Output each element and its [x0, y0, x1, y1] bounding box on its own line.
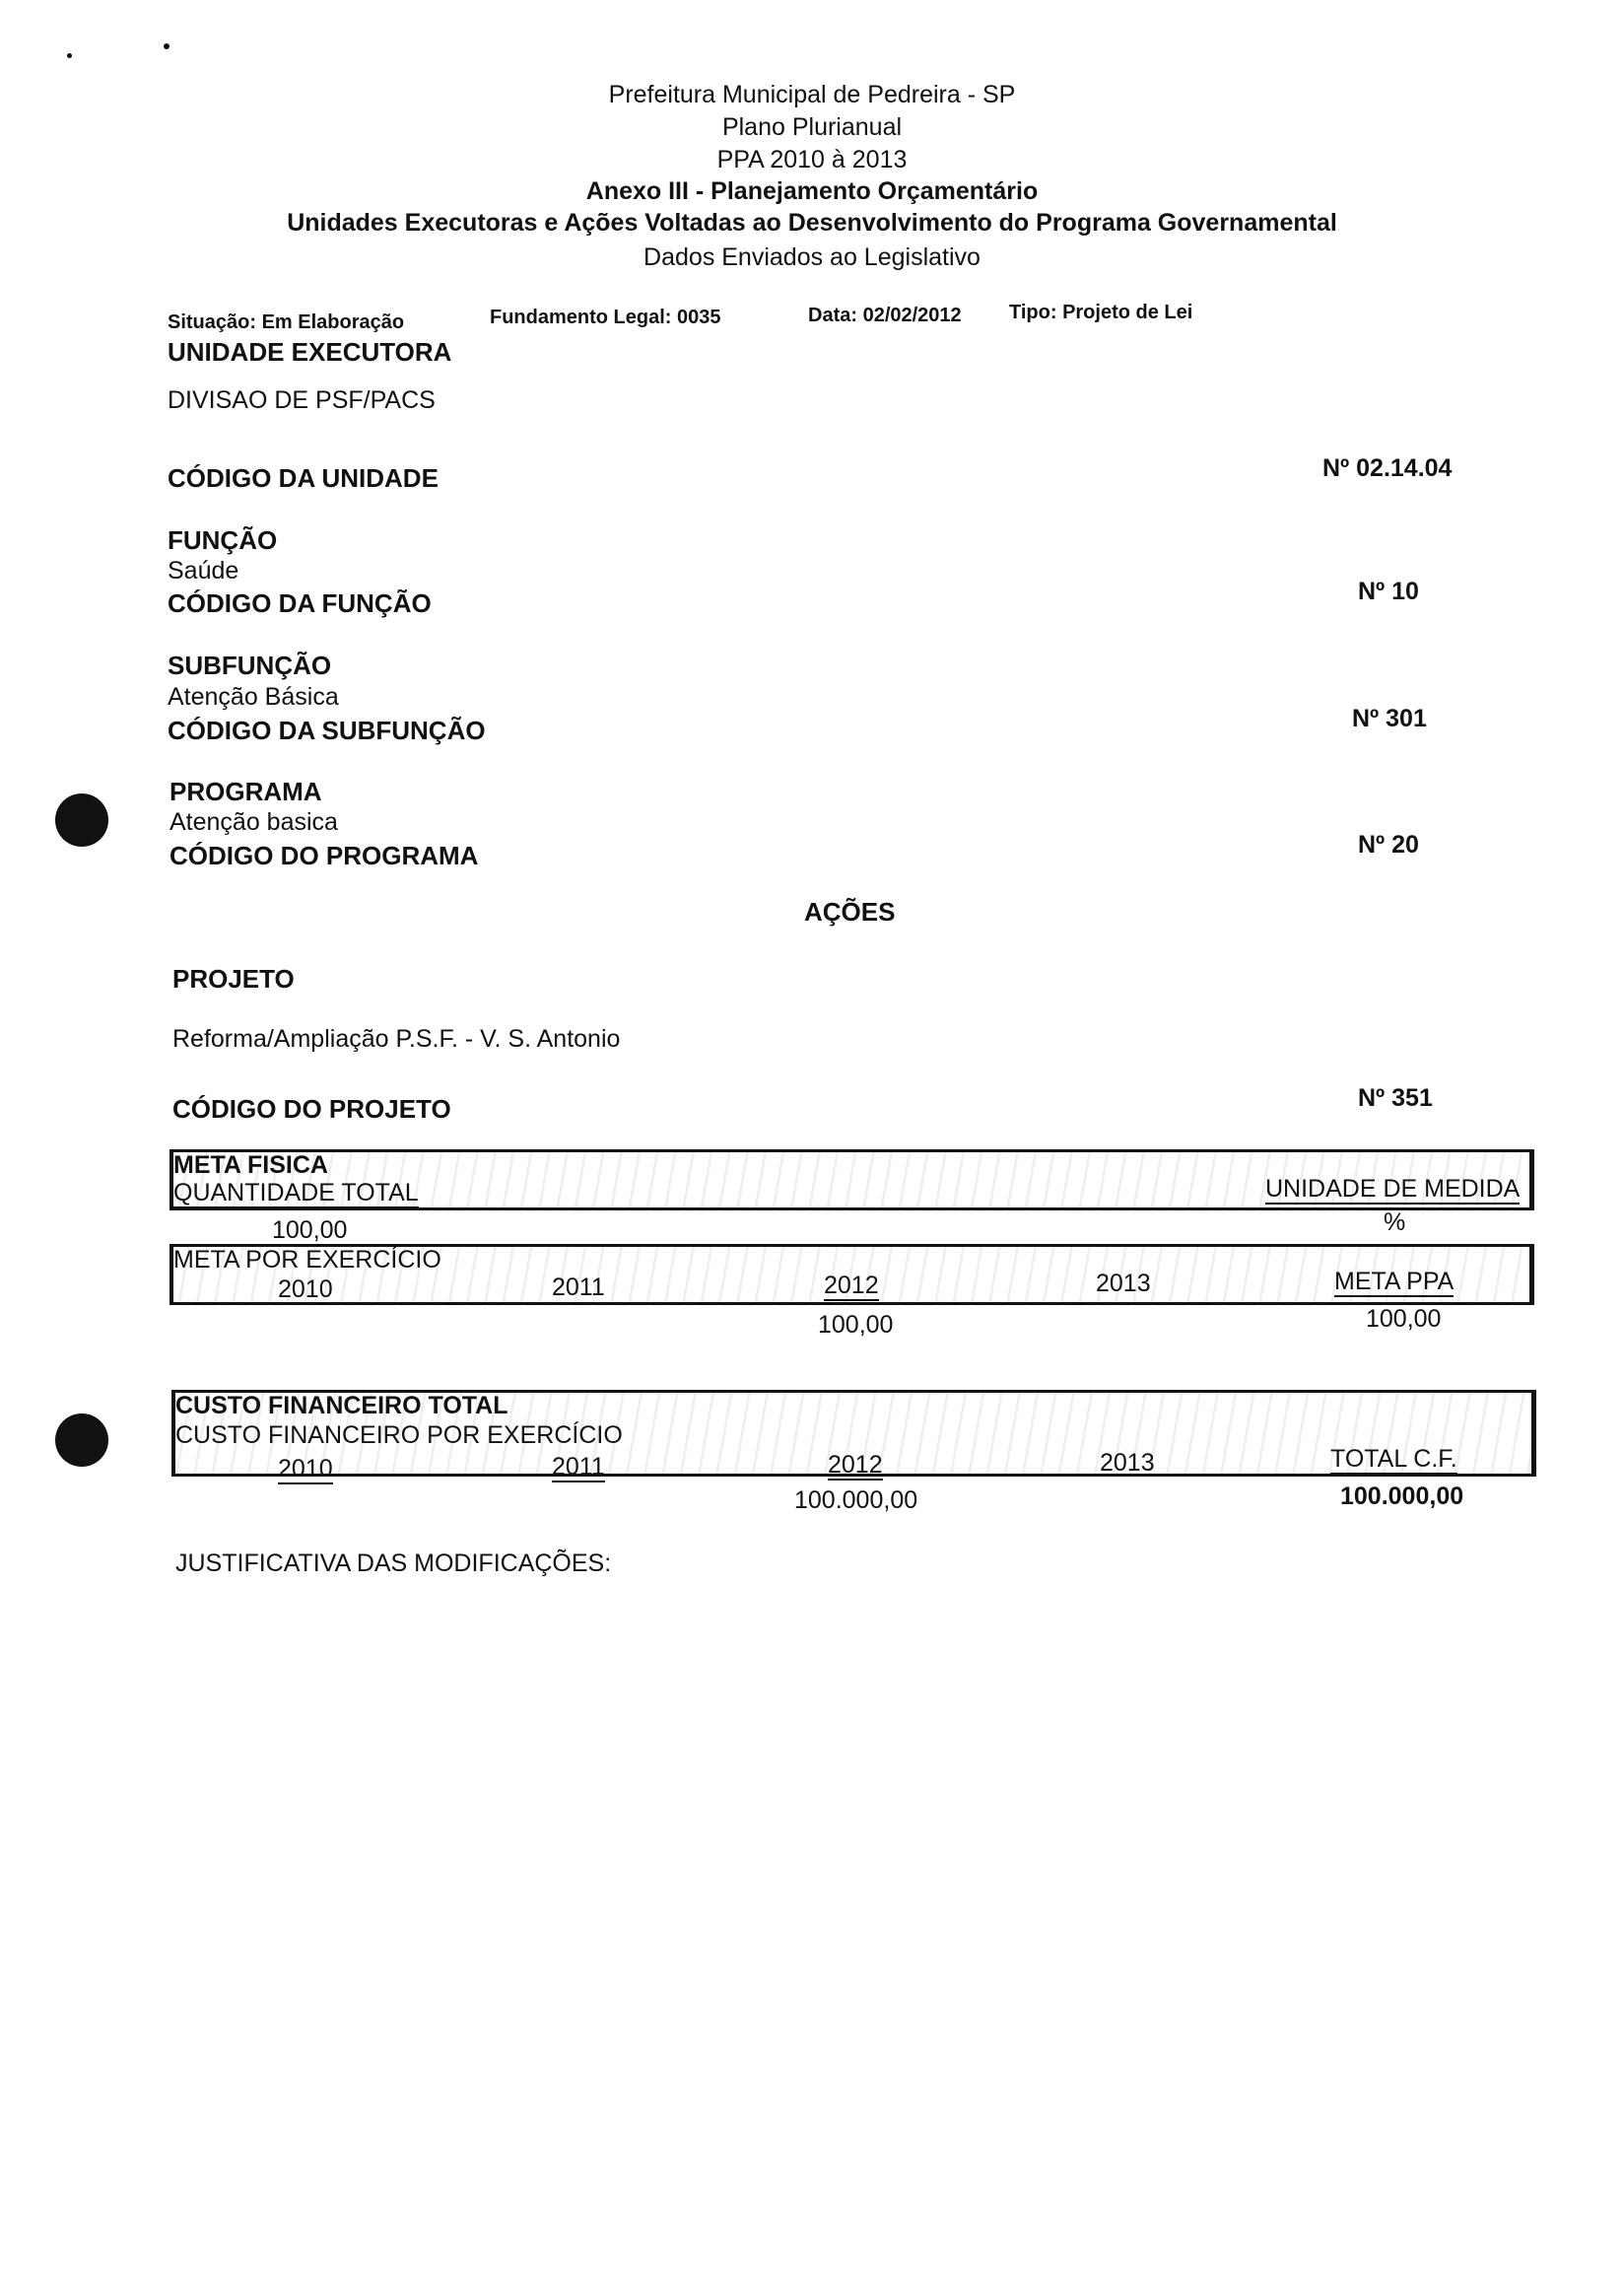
codigo-funcao-label: CÓDIGO DA FUNÇÃO: [168, 588, 432, 618]
acoes-title: AÇÕES: [804, 897, 896, 927]
custo-year-2012: 2012: [828, 1451, 883, 1479]
scan-speck: [164, 43, 169, 49]
unidade-medida-value: %: [1384, 1208, 1406, 1236]
header-line-6: Dados Enviados ao Legislativo: [643, 243, 981, 271]
unidade-executora-value: DIVISAO DE PSF/PACS: [168, 386, 436, 414]
hole-punch-mark: [55, 1413, 108, 1467]
codigo-unidade-value: Nº 02.14.04: [1322, 454, 1453, 482]
header-line-1: Prefeitura Municipal de Pedreira - SP: [608, 81, 1016, 108]
meta-fisica-title: META FISICA: [173, 1151, 328, 1179]
custo-exercicio-label: CUSTO FINANCEIRO POR EXERCÍCIO: [175, 1421, 623, 1449]
quantidade-total-label: QUANTIDADE TOTAL: [173, 1179, 419, 1206]
codigo-subfuncao-label: CÓDIGO DA SUBFUNÇÃO: [168, 716, 486, 745]
custo-year-2013: 2013: [1100, 1449, 1155, 1477]
codigo-programa-label: CÓDIGO DO PROGRAMA: [169, 841, 479, 870]
projeto-value: Reforma/Ampliação P.S.F. - V. S. Antonio: [172, 1025, 621, 1053]
programa-value: Atenção basica: [169, 808, 338, 836]
codigo-funcao-value: Nº 10: [1358, 578, 1419, 605]
programa-label: PROGRAMA: [169, 777, 322, 806]
situacao: Situação: Em Elaboração: [168, 311, 405, 333]
quantidade-total-value: 100,00: [272, 1216, 348, 1244]
header-line-3: PPA 2010 à 2013: [716, 146, 908, 173]
codigo-projeto-label: CÓDIGO DO PROJETO: [172, 1094, 451, 1124]
custo-financeiro-title: CUSTO FINANCEIRO TOTAL: [175, 1392, 508, 1419]
scan-speck: [67, 53, 72, 58]
tipo: Tipo: Projeto de Lei: [1009, 302, 1193, 323]
header-line-2: Plano Plurianual: [721, 113, 903, 141]
meta-year-2012: 2012: [824, 1272, 879, 1299]
header-subtitle: Unidades Executoras e Ações Voltadas ao Desenvolvimento do Programa Governamental: [287, 209, 1337, 237]
meta-exercicio-title: META POR EXERCÍCIO: [173, 1246, 441, 1274]
projeto-label: PROJETO: [172, 964, 295, 994]
funcao-label: FUNÇÃO: [168, 525, 278, 555]
codigo-unidade-label: CÓDIGO DA UNIDADE: [168, 463, 439, 493]
codigo-projeto-value: Nº 351: [1358, 1084, 1433, 1112]
meta-year-2011: 2011: [552, 1274, 605, 1301]
meta-value-2012: 100,00: [818, 1311, 894, 1339]
hole-punch-mark: [55, 793, 108, 847]
meta-year-2013: 2013: [1096, 1270, 1151, 1297]
justificativa-label: JUSTIFICATIVA DAS MODIFICAÇÕES:: [175, 1550, 612, 1577]
codigo-subfuncao-value: Nº 301: [1352, 705, 1427, 732]
subfuncao-value: Atenção Básica: [168, 683, 339, 711]
data: Data: 02/02/2012: [808, 305, 962, 326]
fundamento-legal: Fundamento Legal: 0035: [490, 307, 721, 328]
meta-year-2010: 2010: [278, 1275, 333, 1303]
funcao-value: Saúde: [168, 557, 239, 585]
unidade-executora-label: UNIDADE EXECUTORA: [168, 337, 452, 367]
total-cf-label: TOTAL C.F.: [1330, 1445, 1457, 1473]
custo-value-2012: 100.000,00: [794, 1486, 918, 1514]
unidade-medida-label: UNIDADE DE MEDIDA: [1265, 1175, 1521, 1203]
meta-ppa-value: 100,00: [1366, 1305, 1442, 1333]
codigo-programa-value: Nº 20: [1358, 831, 1419, 859]
total-cf-value: 100.000,00: [1340, 1482, 1464, 1510]
custo-year-2010: 2010: [278, 1455, 333, 1482]
header-annex-title: Anexo III - Planejamento Orçamentário: [585, 177, 1039, 205]
meta-ppa-label: META PPA: [1334, 1268, 1455, 1295]
subfuncao-label: SUBFUNÇÃO: [168, 651, 332, 680]
custo-year-2011: 2011: [552, 1453, 605, 1481]
